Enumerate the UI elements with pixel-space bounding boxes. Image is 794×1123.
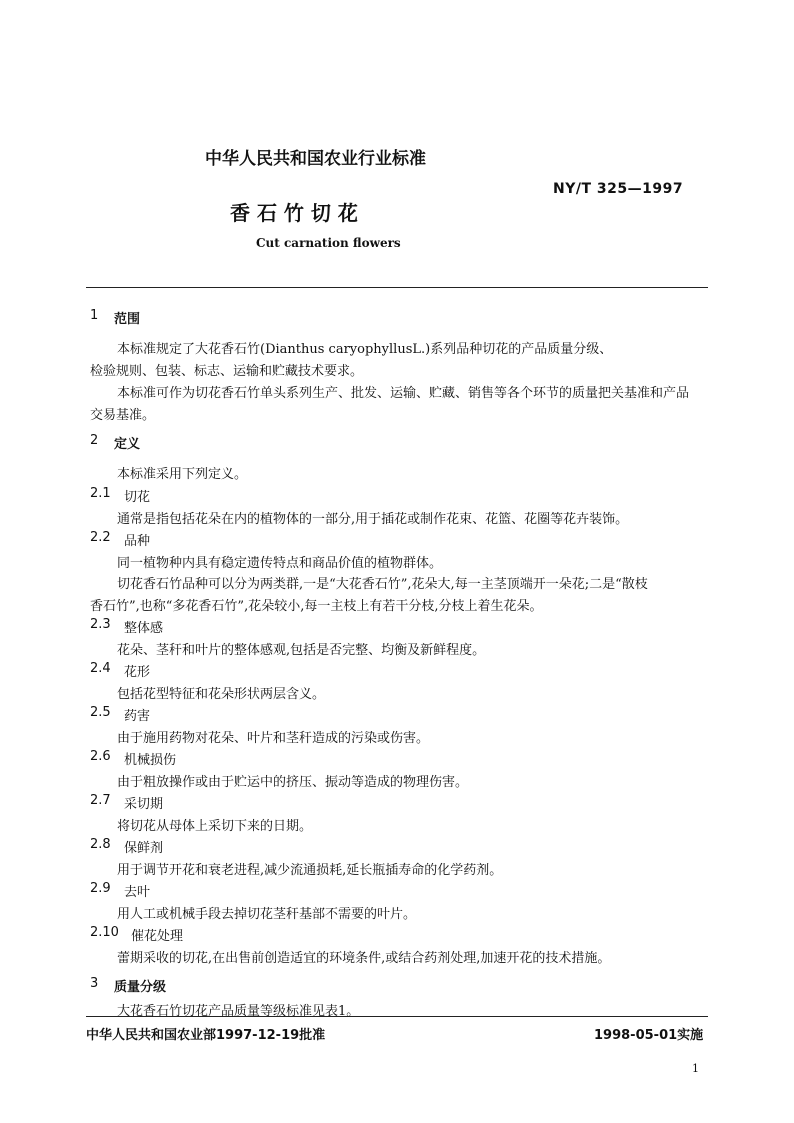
document-title: 香 石 竹 切 花 — [230, 201, 358, 225]
definition-2-1-text: 通常是指包括花朵在内的植物体的一部分,用于插花或制作花束、花篮、花圈等花卉装饰。 — [117, 512, 629, 527]
section-1-paragraph-1-line-2: 检验规则、包装、标志、运输和贮藏技术要求。 — [90, 364, 364, 379]
definition-2-10-number: 2.10 — [90, 925, 119, 940]
approval-line: 中华人民共和国农业部1997-12-19批准 — [86, 1028, 326, 1043]
definition-2-2-term: 品种 — [124, 534, 151, 549]
definition-2-2-text-line-2: 切花香石竹品种可以分为两类群,一是“大花香石竹”,花朵大,每一主茎顶端开一朵花;二是“散枝 — [117, 577, 648, 592]
definition-2-5-term: 药害 — [124, 709, 151, 724]
section-2-number: 2 — [90, 433, 99, 448]
definition-2-7-term: 采切期 — [124, 797, 164, 812]
section-3-heading: 质量分级 — [114, 980, 167, 995]
section-1-number: 1 — [90, 308, 99, 323]
definition-2-6-number: 2.6 — [90, 749, 111, 764]
definition-2-10-term: 催花处理 — [131, 929, 184, 944]
definition-2-7-text: 将切花从母体上采切下来的日期。 — [117, 819, 313, 834]
definition-2-6-term: 机械损伤 — [124, 753, 177, 768]
section-1-paragraph-2-line-1: 本标准可作为切花香石竹单头系列生产、批发、运输、贮藏、销售等各个环节的质量把关基准和产品 — [117, 386, 690, 401]
definition-2-3-text: 花朵、茎秆和叶片的整体感观,包括是否完整、均衡及新鲜程度。 — [117, 643, 486, 658]
definition-2-8-number: 2.8 — [90, 837, 111, 852]
section-3-number: 3 — [90, 976, 99, 991]
section-1-paragraph-2-line-2: 交易基准。 — [90, 408, 156, 423]
org-title: 中华人民共和国农业行业标准 — [205, 149, 426, 169]
definition-2-4-text: 包括花型特征和花朵形状两层含义。 — [117, 687, 326, 702]
definition-2-5-text: 由于施用药物对花朵、叶片和茎秆造成的污染或伤害。 — [117, 731, 430, 746]
document-title-english: Cut carnation flowers — [256, 236, 401, 250]
definition-2-6-text: 由于粗放操作或由于贮运中的挤压、振动等造成的物理伤害。 — [117, 775, 469, 790]
effective-date: 1998-05-01实施 — [594, 1028, 704, 1043]
page-number: 1 — [692, 1062, 699, 1075]
standard-number: NY/T 325—1997 — [553, 181, 684, 197]
header-rule — [86, 287, 708, 288]
definition-2-1-term: 切花 — [124, 490, 151, 505]
definition-2-2-number: 2.2 — [90, 530, 111, 545]
section-2-intro: 本标准采用下列定义。 — [117, 467, 248, 482]
definition-2-9-text: 用人工或机械手段去掉切花茎秆基部不需要的叶片。 — [117, 907, 417, 922]
definition-2-4-number: 2.4 — [90, 661, 111, 676]
definition-2-8-text: 用于调节开花和衰老进程,减少流通损耗,延长瓶插寿命的化学药剂。 — [117, 863, 503, 878]
definition-2-1-number: 2.1 — [90, 486, 111, 501]
definition-2-3-number: 2.3 — [90, 617, 111, 632]
definition-2-2-text-line-3: 香石竹”,也称“多花香石竹”,花朵较小,每一主枝上有若干分枝,分枝上着生花朵。 — [90, 599, 543, 614]
definition-2-4-term: 花形 — [124, 665, 151, 680]
definition-2-5-number: 2.5 — [90, 705, 111, 720]
section-3-text: 大花香石竹切花产品质量等级标准见表1。 — [117, 1004, 360, 1019]
footer-rule — [86, 1016, 708, 1017]
section-1-heading: 范围 — [114, 312, 141, 327]
definition-2-10-text: 蕾期采收的切花,在出售前创造适宜的环境条件,或结合药剂处理,加速开花的技术措施。 — [117, 951, 611, 966]
definition-2-3-term: 整体感 — [124, 621, 164, 636]
definition-2-7-number: 2.7 — [90, 793, 111, 808]
definition-2-9-number: 2.9 — [90, 881, 111, 896]
definition-2-9-term: 去叶 — [124, 885, 151, 900]
definition-2-8-term: 保鲜剂 — [124, 841, 164, 856]
definition-2-2-text-line-1: 同一植物种内具有稳定遗传特点和商品价值的植物群体。 — [117, 556, 443, 571]
section-1-paragraph-1-line-1: 本标准规定了大花香石竹(Dianthus caryophyllusL.)系列品种切花的产品质量分级、 — [117, 342, 613, 357]
section-2-heading: 定义 — [114, 437, 141, 452]
